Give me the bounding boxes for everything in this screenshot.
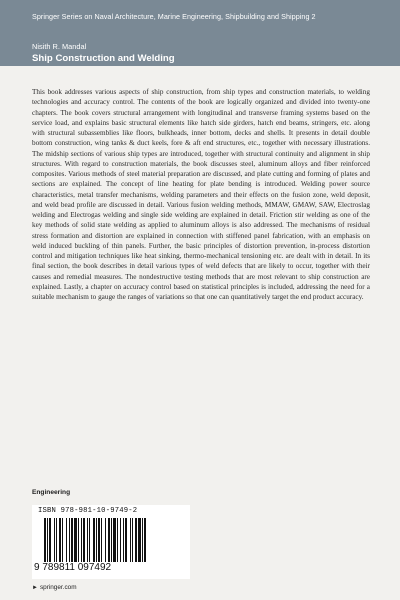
isbn-text: ISBN 978-981-10-9749-2 [38, 507, 138, 515]
barcode-bar [105, 518, 106, 562]
barcode-bar [96, 518, 97, 562]
barcode-bar [123, 518, 124, 562]
header-band [0, 0, 400, 66]
subject-category: Engineering [32, 489, 71, 496]
barcode-bar [66, 518, 67, 562]
barcode-bar [117, 518, 118, 562]
barcode-graphic [44, 518, 178, 562]
author-name: Nisith R. Mandal [32, 42, 87, 51]
series-title: Springer Series on Naval Architecture, Marine Engineering, Shipbuilding and Shipping 2 [32, 12, 316, 21]
barcode-bar [98, 518, 100, 562]
barcode-bar [138, 518, 141, 562]
barcode-bar [132, 518, 133, 562]
barcode-panel [32, 505, 190, 579]
barcode-bar [56, 518, 57, 562]
barcode-bar [71, 518, 73, 562]
book-description: This book addresses various aspects of ship construction, from ship types and construction materials, to welding technologies and accuracy control. The contents of the book are logically organized and divided into twenty-one chapters. The book covers structural arrangement with longitudinal and transverse framing systems based on the service load, and explains basic structural elements like hatch side girders, hatch end beams, stringers, etc. along with structural subassemblies like floors, bulkheads, inner bottom, decks and shells. It presents in detail double bottom construction, wing tanks & duct keels, fore & aft end structures, etc., together with necessary illustrations. The midship sections of various ship types are introduced, together with structural continuity and alignment in ship structures. With regard to construction materials, the book discusses steel, aluminum alloys and fiber reinforced composites. Various methods of steel material preparation are discussed, and plate cutting and forming of plates and sections are explained. The concept of line heating for plate bending is introduced. Welding power source characteristics, metal transfer mechanisms, welding parameters and their effects on the fusion zone, weld deposit, and weld bead profile are discussed in detail. Various fusion welding methods, MMAW, GMAW, SAW, Electroslag welding and Electrogas welding and single side welding are explained in detail. Friction stir welding as one of the key methods of solid state welding as applied to aluminum alloys is also addressed. The mechanisms of residual stress formation and distortion are explained in connection with stiffened panel fabrication, with an emphasis on weld induced buckling of thin panels. Further, the basic principles of distortion prevention, in-process distortion control and mitigation techniques like heat sinking, thermo-mechanical tensioning etc. are dealt with in detail. In its final section, the book describes in detail various types of weld defects that are likely to occur, together with their causes and remedial measures. The nondestructive testing methods that are most relevant to ship construction are explained. Lastly, a chapter on accuracy control based on statistical principles is included, addressing the need for a suitable mechanism to gauge the ranges of variations so that one can quantitatively target the end product accuracy. [32, 88, 370, 301]
barcode-bar [144, 518, 146, 562]
barcode-bar [135, 518, 137, 562]
barcode-bar [125, 518, 127, 562]
barcode-bar [89, 518, 90, 562]
barcode-bar [120, 518, 121, 562]
arrow-icon: ► [32, 585, 38, 591]
website-label: springer.com [39, 584, 77, 591]
barcode-bar [108, 518, 110, 562]
barcode-bar [93, 518, 95, 562]
barcode-bar [59, 518, 61, 562]
barcode-bar [113, 518, 116, 562]
barcode-bar [81, 518, 82, 562]
barcode-bar [101, 518, 102, 562]
barcode-bar [142, 518, 143, 562]
barcode-bar [83, 518, 85, 562]
publisher-website [32, 584, 77, 591]
barcode-bar [130, 518, 131, 562]
barcode-bar [49, 518, 51, 562]
barcode-bar [44, 518, 46, 562]
barcode-bar [54, 518, 55, 562]
barcode-bar [47, 518, 48, 562]
barcode-bar [111, 518, 112, 562]
book-title: Ship Construction and Welding [32, 53, 175, 64]
barcode-bar [69, 518, 70, 562]
barcode-bar [78, 518, 79, 562]
barcode-bar [74, 518, 77, 562]
barcode-bar [62, 518, 63, 562]
barcode-digits: 9 789811 097492 [34, 562, 112, 573]
barcode-bar [87, 518, 88, 562]
